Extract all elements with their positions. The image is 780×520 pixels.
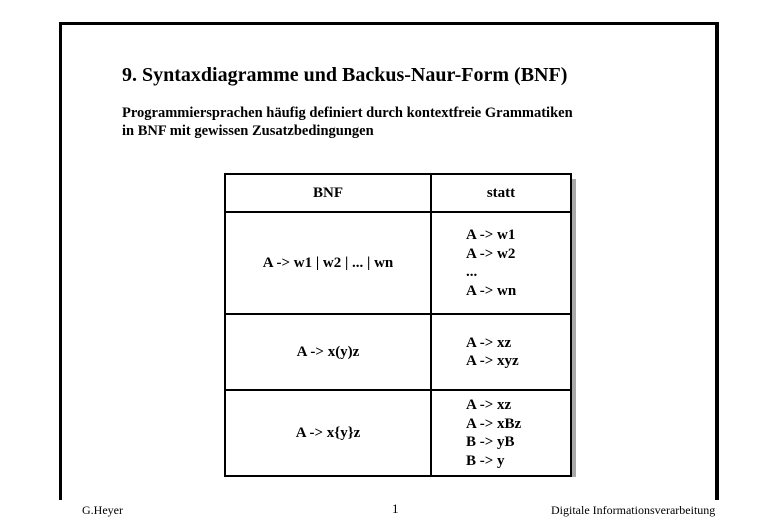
rule-line: A -> xz xyxy=(466,334,512,351)
footer-author: G.Heyer xyxy=(82,503,123,517)
intro-text xyxy=(122,104,573,140)
statt-cell xyxy=(431,314,571,390)
header-statt: statt xyxy=(431,174,571,212)
slide-title: 9. Syntaxdiagramme und Backus-Naur-Form (BNF) xyxy=(122,64,568,86)
footer-course: Digitale Informationsverarbeitung xyxy=(551,503,716,517)
intro-line-2: in BNF mit gewissen Zusatzbedingungen xyxy=(122,123,374,139)
bnf-cell: A -> x{y}z xyxy=(225,390,431,476)
table-row xyxy=(225,212,571,314)
table-row xyxy=(225,314,571,390)
statt-cell xyxy=(431,390,571,476)
rule-line: A -> xz xyxy=(466,397,512,413)
bnf-cell: A -> x(y)z xyxy=(225,314,431,390)
bnf-table xyxy=(224,173,572,477)
rule-line: A -> xBz xyxy=(466,415,522,432)
table-row xyxy=(225,390,571,476)
rule-line: A -> w2 xyxy=(466,245,516,262)
rule-line: B -> y xyxy=(466,452,505,469)
rule-line: ... xyxy=(466,264,478,280)
rule-line: A -> wn xyxy=(466,282,517,299)
statt-cell xyxy=(431,212,571,314)
rule-line: B -> yB xyxy=(466,434,515,450)
header-bnf: BNF xyxy=(225,174,431,212)
bnf-cell: A -> w1 | w2 | ... | wn xyxy=(225,212,431,314)
intro-line-1: Programmiersprachen häufig definiert durch kontextfreie Grammatiken xyxy=(122,105,573,121)
footer-page-number: 1 xyxy=(392,501,399,516)
rule-line: A -> xyz xyxy=(466,353,519,369)
table-header-row xyxy=(225,174,571,212)
rule-line: A -> w1 xyxy=(466,227,516,243)
